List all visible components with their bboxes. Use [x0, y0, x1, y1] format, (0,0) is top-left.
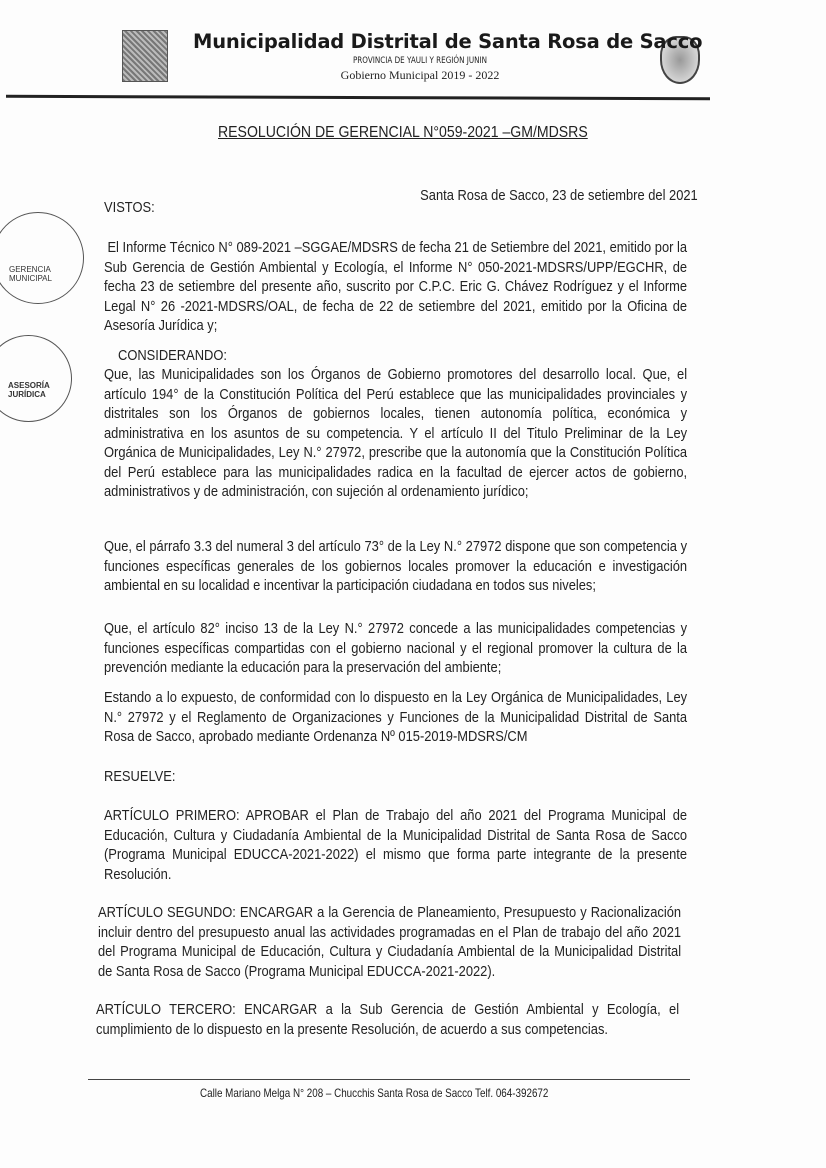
municipal-logo — [122, 30, 168, 82]
footer-address: Calle Mariano Melga N° 208 – Chucchis Santa Rosa de Sacco Telf. 064-392672 — [200, 1086, 549, 1100]
resolution-title: RESOLUCIÓN DE GERENCIAL N°059-2021 –GM/MDSRS — [218, 124, 588, 141]
vistos-paragraph: El Informe Técnico N° 089-2021 –SGGAE/MDSRS de fecha 21 de Setiembre del 2021, emitido por la Sub Gerencia de Gestión Ambiental y Ecología, el Informe N° 050-2021-MDSRS/UPP/EGCHR, de fecha 23 de setiembre del presente año, suscrito por C.P.C. Eric G. Chávez Rodríguez y el Informe Legal N° 26 -2021-MDSRS/OAL, de fecha de 22 de setiembre del 2021, emitido por la Oficina de Asesoría Jurídica y; — [104, 239, 688, 334]
article-tercero — [96, 1000, 679, 1039]
article-text: a la Sub Gerencia de Gestión Ambiental y Ecología, el cumplimiento de lo dispuesto en la presente Resolución, de acuerdo a sus competencias. — [96, 1001, 680, 1038]
article-label: ARTÍCULO SEGUNDO: ENCARGAR — [98, 904, 314, 921]
institution-name: Municipalidad Distrital de Santa Rosa de Sacco — [193, 30, 703, 53]
resuelve-heading: RESUELVE: — [104, 768, 176, 785]
considerando-heading: CONSIDERANDO: — [118, 347, 227, 364]
considerando-paragraph: Que, el párrafo 3.3 del numeral 3 del artículo 73° de la Ley N.° 27972 dispone que son competencia y funciones específicas generales de los gobiernos locales promover la educación e investigación ambiental en su localidad e incentivar la participación ciudadana en todos sus niveles; — [104, 538, 688, 594]
stamp-text: GERENCIA MUNICIPAL — [9, 265, 52, 283]
header-divider — [6, 95, 710, 100]
article-text: el Plan de Trabajo del año 2021 del Programa Municipal de Educación, Cultura y Ciudadanía Ambiental de la Municipalidad Distrital de Santa Rosa de Sacco (Programa Municipal EDUCCA-2021-2022) el mismo que forma parte integrante de la presente Resolución. — [104, 807, 688, 883]
government-period: Gobierno Municipal 2019 - 2022 — [340, 68, 500, 82]
article-segundo — [98, 903, 681, 981]
vistos-heading: VISTOS: — [104, 199, 155, 216]
article-text: a la Gerencia de Planeamiento, Presupuesto y Racionalización incluir dentro del presupuesto anual las actividades programadas en el Plan de trabajo del año 2021 del Programa Municipal de Educación, Cultura y Ciudadanía Ambiental de la Municipalidad Distrital de Santa Rosa de Sacco (Programa Municipal EDUCCA-2021-2022). — [98, 904, 682, 980]
article-label: ARTÍCULO TERCERO: ENCARGAR — [96, 1001, 318, 1018]
article-label: ARTÍCULO PRIMERO: APROBAR — [104, 807, 309, 824]
considerando-paragraph: Que, el artículo 82° inciso 13 de la Ley N.° 27972 concede a las municipalidades competencias y funciones específicas compartidas con el gobierno nacional y el regional promover la cultura de la prevención mediante la educación para la preservación del ambiente; — [104, 620, 688, 676]
date-line: Santa Rosa de Sacco, 23 de setiembre del 2021 — [420, 187, 698, 204]
asesoria-juridica-stamp — [0, 335, 72, 422]
footer-divider — [88, 1079, 690, 1080]
stamp-text: ASESORÍA JURÍDICA — [8, 381, 50, 399]
province-subtitle: PROVINCIA DE YAULI Y REGIÓN JUNIN — [352, 56, 488, 66]
considerando-paragraph: Estando a lo expuesto, de conformidad con lo dispuesto en la Ley Orgánica de Municipalidades, Ley N.° 27972 y el Reglamento de Organizaciones y Funciones de la Municipalidad Distrital de Santa Rosa de Sacco, aprobado mediante Ordenanza Nº 015-2019-MDSRS/CM — [104, 689, 688, 745]
gerencia-municipal-stamp — [0, 212, 84, 304]
article-primero — [104, 806, 687, 884]
considerando-paragraph: Que, las Municipalidades son los Órganos de Gobierno promotores del desarrollo local. Que, el artículo 194° de la Constitución Política del Perú establece que las municipalidades provinciales y distritales son los Órganos de gobiernos locales, tienen autonomía política, económica y administrativa en los asuntos de su competencia. Y el artículo II del Titulo Preliminar de la Ley Orgánica de Municipalidades, Ley N.° 27972, prescribe que la autonomía que la Constitución Política del Perú establece para las municipalidades radica en la facultad de ejercer actos de gobierno, administrativos y de administración, con sujeción al ordenamiento jurídico; — [104, 366, 688, 500]
